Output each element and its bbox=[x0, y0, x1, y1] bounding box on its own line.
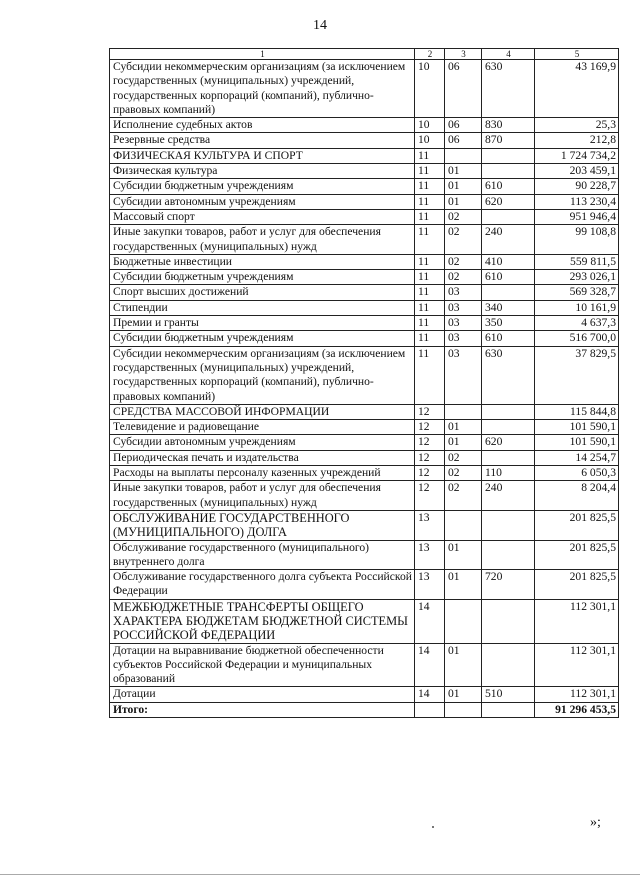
row-expense-type-cell: 620 bbox=[482, 435, 535, 450]
table-row bbox=[110, 420, 619, 435]
table-row bbox=[110, 225, 619, 255]
row-amount-cell: 90 228,7 bbox=[535, 179, 619, 194]
row-section-cell: 11 bbox=[415, 148, 445, 163]
column-number: 4 bbox=[482, 49, 535, 60]
row-expense-type-cell: 610 bbox=[482, 179, 535, 194]
row-amount-cell: 43 169,9 bbox=[535, 60, 619, 118]
row-section-cell: 11 bbox=[415, 316, 445, 331]
row-name-cell: Бюджетные инвестиции bbox=[110, 254, 415, 269]
row-section-cell: 10 bbox=[415, 133, 445, 148]
row-name-cell: Иные закупки товаров, работ и услуг для обеспечения государственных (муниципальных) нужд bbox=[110, 481, 415, 511]
row-section-cell: 12 bbox=[415, 420, 445, 435]
row-subsection-cell: 01 bbox=[445, 179, 482, 194]
row-amount-cell: 101 590,1 bbox=[535, 420, 619, 435]
row-amount-cell: 10 161,9 bbox=[535, 300, 619, 315]
row-name-cell: Субсидии некоммерческим организациям (за исключением государственных (муниципальных) учреждений, государственных корпораций (компаний), публично-правовых компаний) bbox=[110, 60, 415, 118]
row-section-cell: 10 bbox=[415, 60, 445, 118]
row-expense-type-cell: 240 bbox=[482, 481, 535, 511]
row-expense-type-cell: 240 bbox=[482, 225, 535, 255]
table-row bbox=[110, 179, 619, 194]
row-section-cell: 14 bbox=[415, 687, 445, 702]
table-row bbox=[110, 148, 619, 163]
row-expense-type-cell bbox=[482, 164, 535, 179]
row-name-cell: Массовый спорт bbox=[110, 209, 415, 224]
row-subsection-cell: 03 bbox=[445, 285, 482, 300]
row-subsection-cell: 03 bbox=[445, 316, 482, 331]
table-row bbox=[110, 540, 619, 570]
row-amount-cell: 516 700,0 bbox=[535, 331, 619, 346]
row-expense-type-cell bbox=[482, 450, 535, 465]
row-section-cell: 11 bbox=[415, 331, 445, 346]
row-section-cell: 11 bbox=[415, 179, 445, 194]
table-row bbox=[110, 60, 619, 118]
row-name-cell: МЕЖБЮДЖЕТНЫЕ ТРАНСФЕРТЫ ОБЩЕГО ХАРАКТЕРА БЮДЖЕТАМ БЮДЖЕТНОЙ СИСТЕМЫ РОССИЙСКОЙ ФЕДЕРАЦИИ bbox=[110, 599, 415, 643]
row-name-cell: Стипендии bbox=[110, 300, 415, 315]
row-expense-type-cell: 830 bbox=[482, 118, 535, 133]
row-expense-type-cell: 720 bbox=[482, 570, 535, 600]
row-amount-cell: 201 825,5 bbox=[535, 540, 619, 570]
row-section-cell: 11 bbox=[415, 346, 445, 404]
row-subsection-cell bbox=[445, 148, 482, 163]
table-row bbox=[110, 254, 619, 269]
row-subsection-cell: 02 bbox=[445, 209, 482, 224]
row-section-cell: 13 bbox=[415, 570, 445, 600]
row-amount-cell: 99 108,8 bbox=[535, 225, 619, 255]
row-amount-cell: 1 724 734,2 bbox=[535, 148, 619, 163]
table-row bbox=[110, 316, 619, 331]
row-section-cell: 11 bbox=[415, 209, 445, 224]
row-subsection-cell: 06 bbox=[445, 60, 482, 118]
row-name-cell: Физическая культура bbox=[110, 164, 415, 179]
row-name-cell: Субсидии автономным учреждениям bbox=[110, 435, 415, 450]
row-expense-type-cell: 350 bbox=[482, 316, 535, 331]
row-section-cell: 13 bbox=[415, 510, 445, 540]
column-number: 1 bbox=[110, 49, 415, 60]
row-amount-cell: 113 230,4 bbox=[535, 194, 619, 209]
row-section-cell: 14 bbox=[415, 643, 445, 687]
row-expense-type-cell bbox=[482, 599, 535, 643]
table-row bbox=[110, 404, 619, 419]
row-subsection-cell: 03 bbox=[445, 300, 482, 315]
row-expense-type-cell bbox=[482, 540, 535, 570]
row-subsection-cell bbox=[445, 404, 482, 419]
row-expense-type-cell bbox=[482, 510, 535, 540]
page-number: 14 bbox=[313, 18, 327, 33]
row-section-cell: 11 bbox=[415, 225, 445, 255]
table-row bbox=[110, 331, 619, 346]
row-section-cell: 10 bbox=[415, 118, 445, 133]
row-expense-type-cell: 340 bbox=[482, 300, 535, 315]
row-amount-cell: 201 825,5 bbox=[535, 570, 619, 600]
row-subsection-cell: 02 bbox=[445, 466, 482, 481]
row-name-cell: Дотации bbox=[110, 687, 415, 702]
row-expense-type-cell bbox=[482, 285, 535, 300]
row-amount-cell: 112 301,1 bbox=[535, 687, 619, 702]
column-number: 2 bbox=[415, 49, 445, 60]
row-subsection-cell: 02 bbox=[445, 225, 482, 255]
row-amount-cell: 6 050,3 bbox=[535, 466, 619, 481]
row-section-cell: 11 bbox=[415, 285, 445, 300]
column-number: 3 bbox=[445, 49, 482, 60]
row-amount-cell: 293 026,1 bbox=[535, 270, 619, 285]
row-name-cell: ФИЗИЧЕСКАЯ КУЛЬТУРА И СПОРТ bbox=[110, 148, 415, 163]
table-row bbox=[110, 481, 619, 511]
table-row bbox=[110, 346, 619, 404]
row-expense-type-cell bbox=[482, 643, 535, 687]
row-name-cell: Субсидии автономным учреждениям bbox=[110, 194, 415, 209]
row-expense-type-cell bbox=[482, 404, 535, 419]
row-subsection-cell: 01 bbox=[445, 643, 482, 687]
row-subsection-cell: 02 bbox=[445, 270, 482, 285]
total-empty-cell bbox=[415, 702, 445, 717]
row-expense-type-cell: 870 bbox=[482, 133, 535, 148]
row-name-cell: Исполнение судебных актов bbox=[110, 118, 415, 133]
row-expense-type-cell: 110 bbox=[482, 466, 535, 481]
table-row bbox=[110, 118, 619, 133]
row-subsection-cell: 03 bbox=[445, 346, 482, 404]
closing-mark: »; bbox=[590, 815, 601, 830]
column-number: 5 bbox=[535, 49, 619, 60]
row-expense-type-cell: 610 bbox=[482, 270, 535, 285]
table-row bbox=[110, 300, 619, 315]
total-row bbox=[110, 702, 619, 717]
row-section-cell: 12 bbox=[415, 404, 445, 419]
row-name-cell: СРЕДСТВА МАССОВОЙ ИНФОРМАЦИИ bbox=[110, 404, 415, 419]
row-subsection-cell: 01 bbox=[445, 420, 482, 435]
row-name-cell: Дотации на выравнивание бюджетной обеспеченности субъектов Российской Федерации и муниципальных образований bbox=[110, 643, 415, 687]
row-subsection-cell: 06 bbox=[445, 133, 482, 148]
row-subsection-cell: 01 bbox=[445, 435, 482, 450]
row-name-cell: Обслуживание государственного долга субъекта Российской Федерации bbox=[110, 570, 415, 600]
row-amount-cell: 115 844,8 bbox=[535, 404, 619, 419]
table-row bbox=[110, 209, 619, 224]
row-subsection-cell: 01 bbox=[445, 194, 482, 209]
table-row bbox=[110, 687, 619, 702]
row-subsection-cell: 06 bbox=[445, 118, 482, 133]
table-row bbox=[110, 643, 619, 687]
table-row bbox=[110, 435, 619, 450]
row-subsection-cell: 02 bbox=[445, 450, 482, 465]
row-subsection-cell bbox=[445, 599, 482, 643]
row-amount-cell: 559 811,5 bbox=[535, 254, 619, 269]
row-subsection-cell: 01 bbox=[445, 570, 482, 600]
row-expense-type-cell: 630 bbox=[482, 60, 535, 118]
total-label: Итого: bbox=[110, 702, 415, 717]
row-amount-cell: 112 301,1 bbox=[535, 599, 619, 643]
row-section-cell: 12 bbox=[415, 481, 445, 511]
row-expense-type-cell bbox=[482, 148, 535, 163]
row-expense-type-cell: 620 bbox=[482, 194, 535, 209]
row-subsection-cell bbox=[445, 510, 482, 540]
row-name-cell: Субсидии бюджетным учреждениям bbox=[110, 270, 415, 285]
row-subsection-cell: 03 bbox=[445, 331, 482, 346]
table-row bbox=[110, 285, 619, 300]
row-name-cell: Расходы на выплаты персоналу казенных учреждений bbox=[110, 466, 415, 481]
budget-table-body bbox=[110, 49, 619, 718]
table-row bbox=[110, 466, 619, 481]
row-name-cell: Спорт высших достижений bbox=[110, 285, 415, 300]
row-amount-cell: 14 254,7 bbox=[535, 450, 619, 465]
row-expense-type-cell bbox=[482, 209, 535, 224]
row-section-cell: 11 bbox=[415, 194, 445, 209]
table-row bbox=[110, 270, 619, 285]
table-row bbox=[110, 164, 619, 179]
row-name-cell: ОБСЛУЖИВАНИЕ ГОСУДАРСТВЕННОГО (МУНИЦИПАЛЬНОГО) ДОЛГА bbox=[110, 510, 415, 540]
row-subsection-cell: 01 bbox=[445, 164, 482, 179]
row-section-cell: 12 bbox=[415, 466, 445, 481]
row-amount-cell: 101 590,1 bbox=[535, 435, 619, 450]
row-subsection-cell: 01 bbox=[445, 687, 482, 702]
row-amount-cell: 201 825,5 bbox=[535, 510, 619, 540]
row-name-cell: Субсидии бюджетным учреждениям bbox=[110, 179, 415, 194]
row-subsection-cell: 01 bbox=[445, 540, 482, 570]
total-empty-cell bbox=[482, 702, 535, 717]
row-section-cell: 11 bbox=[415, 164, 445, 179]
row-name-cell: Телевидение и радиовещание bbox=[110, 420, 415, 435]
row-name-cell: Резервные средства bbox=[110, 133, 415, 148]
scan-artifact bbox=[432, 826, 434, 828]
row-amount-cell: 112 301,1 bbox=[535, 643, 619, 687]
budget-table bbox=[109, 48, 619, 718]
page-bottom-edge bbox=[0, 874, 640, 875]
row-amount-cell: 569 328,7 bbox=[535, 285, 619, 300]
row-name-cell: Субсидии некоммерческим организациям (за исключением государственных (муниципальных) учреждений, государственных корпораций (компаний), публично-правовых компаний) bbox=[110, 346, 415, 404]
table-row bbox=[110, 510, 619, 540]
row-name-cell: Премии и гранты bbox=[110, 316, 415, 331]
row-section-cell: 12 bbox=[415, 450, 445, 465]
row-section-cell: 11 bbox=[415, 300, 445, 315]
total-empty-cell bbox=[445, 702, 482, 717]
row-expense-type-cell bbox=[482, 420, 535, 435]
row-subsection-cell: 02 bbox=[445, 481, 482, 511]
row-section-cell: 12 bbox=[415, 435, 445, 450]
row-amount-cell: 203 459,1 bbox=[535, 164, 619, 179]
table-row bbox=[110, 599, 619, 643]
row-amount-cell: 951 946,4 bbox=[535, 209, 619, 224]
row-amount-cell: 37 829,5 bbox=[535, 346, 619, 404]
row-section-cell: 11 bbox=[415, 270, 445, 285]
table-row bbox=[110, 133, 619, 148]
row-expense-type-cell: 410 bbox=[482, 254, 535, 269]
row-amount-cell: 4 637,3 bbox=[535, 316, 619, 331]
total-amount: 91 296 453,5 bbox=[535, 702, 619, 717]
row-amount-cell: 25,3 bbox=[535, 118, 619, 133]
table-row bbox=[110, 194, 619, 209]
row-section-cell: 11 bbox=[415, 254, 445, 269]
row-name-cell: Иные закупки товаров, работ и услуг для обеспечения государственных (муниципальных) нужд bbox=[110, 225, 415, 255]
row-amount-cell: 8 204,4 bbox=[535, 481, 619, 511]
row-name-cell: Периодическая печать и издательства bbox=[110, 450, 415, 465]
row-name-cell: Субсидии бюджетным учреждениям bbox=[110, 331, 415, 346]
row-name-cell: Обслуживание государственного (муниципального) внутреннего долга bbox=[110, 540, 415, 570]
column-number-row bbox=[110, 49, 619, 60]
row-amount-cell: 212,8 bbox=[535, 133, 619, 148]
row-section-cell: 14 bbox=[415, 599, 445, 643]
row-expense-type-cell: 630 bbox=[482, 346, 535, 404]
table-row bbox=[110, 450, 619, 465]
row-expense-type-cell: 610 bbox=[482, 331, 535, 346]
table-row bbox=[110, 570, 619, 600]
row-subsection-cell: 02 bbox=[445, 254, 482, 269]
row-expense-type-cell: 510 bbox=[482, 687, 535, 702]
row-section-cell: 13 bbox=[415, 540, 445, 570]
